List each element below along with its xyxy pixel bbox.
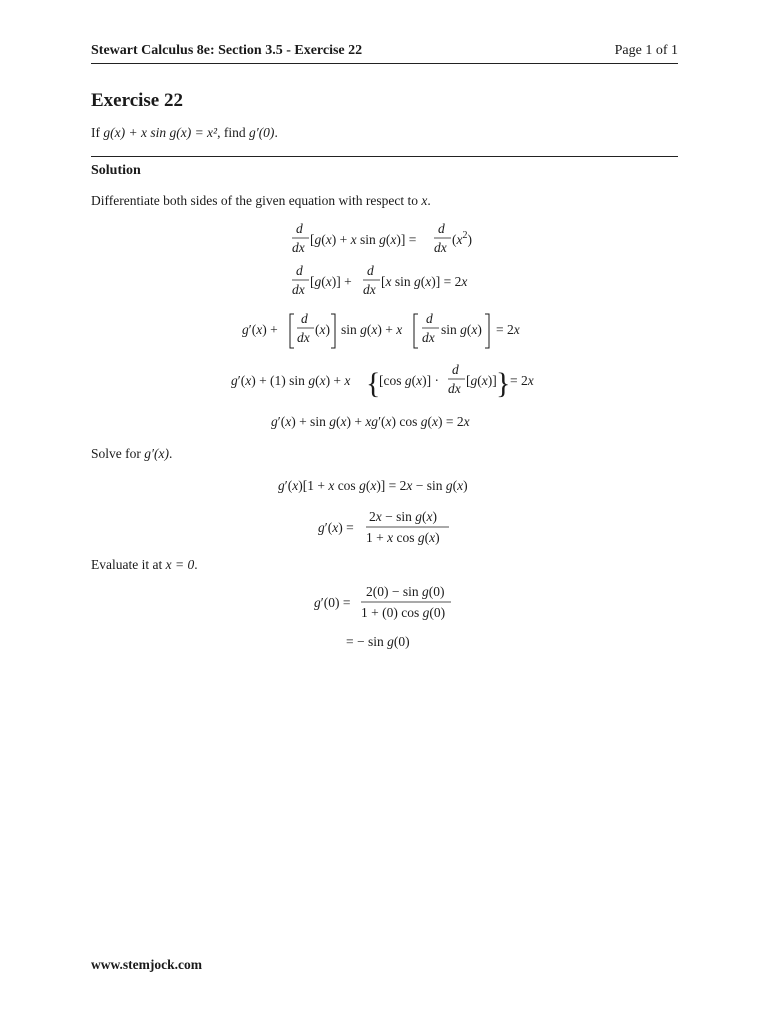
svg-text:g′(x)[1 + x cos g(x)] = 2x − s: g′(x)[1 + x cos g(x)] = 2x − sin g(x) — [278, 478, 468, 493]
solution-rule — [91, 156, 678, 157]
svg-text:dx: dx — [297, 330, 310, 345]
equation-4 — [0, 358, 768, 398]
svg-text:= 2x: = 2x — [510, 373, 534, 388]
svg-text:d: d — [452, 362, 459, 377]
svg-text:= 2x: = 2x — [496, 322, 520, 337]
svg-text:g′(x) + sin g(x) + xg′(x) cos: g′(x) + sin g(x) + xg′(x) cos g(x) = 2x — [271, 414, 470, 429]
header-rule — [91, 63, 678, 64]
svg-text:(x): (x) — [315, 322, 330, 337]
evaluate-var: x = 0 — [165, 557, 195, 572]
svg-text:dx: dx — [292, 240, 305, 255]
header-title: Stewart Calculus 8e: Section 3.5 - Exercise 22 — [91, 43, 363, 58]
svg-text:dx: dx — [448, 381, 461, 396]
svg-text:{: { — [366, 367, 381, 400]
problem-prefix: If — [91, 125, 104, 140]
svg-text:g′(x) =: g′(x) = — [318, 520, 354, 535]
equation-7 — [0, 508, 768, 548]
svg-text:d: d — [367, 263, 374, 278]
problem-suffix: . — [274, 125, 278, 140]
solution-heading: Solution — [91, 163, 141, 178]
equation-1 — [0, 222, 768, 262]
svg-text:dx: dx — [363, 282, 376, 297]
svg-text:sin g(x) + x: sin g(x) + x — [341, 322, 403, 337]
paragraph-solve — [91, 446, 172, 462]
svg-text:g′(0) =: g′(0) = — [314, 595, 351, 610]
svg-text:dx: dx — [422, 330, 435, 345]
svg-text:[x sin g(x)] = 2x: [x sin g(x)] = 2x — [381, 274, 468, 289]
svg-text:dx: dx — [292, 282, 305, 297]
problem-target: g′(0) — [248, 125, 275, 140]
svg-text:[g(x) + x sin g(x)] =: [g(x) + x sin g(x)] = — [310, 232, 417, 247]
footer-website: www.stemjock.com — [91, 957, 202, 972]
svg-text:[g(x)]: [g(x)] — [466, 373, 497, 388]
equation-9 — [0, 630, 768, 670]
svg-text:d: d — [296, 263, 303, 278]
svg-text:}: } — [496, 367, 511, 400]
svg-text:g′(x) +: g′(x) + — [242, 322, 278, 337]
equation-5 — [0, 410, 768, 450]
exercise-title: Exercise 22 — [91, 90, 183, 111]
svg-text:dx: dx — [434, 240, 447, 255]
svg-text:g′(x) + (1) sin g(x) + x: g′(x) + (1) sin g(x) + x — [231, 373, 351, 388]
differentiate-var: x — [421, 193, 428, 208]
svg-text:d: d — [301, 311, 308, 326]
problem-middle: , find — [217, 125, 249, 140]
page-number: Page 1 of 1 — [614, 43, 678, 58]
svg-text:= − sin g(0): = − sin g(0) — [346, 634, 410, 649]
differentiate-end: . — [427, 193, 431, 208]
problem-equation: g(x) + x sin g(x) = x² — [103, 125, 218, 140]
evaluate-text: Evaluate it at — [91, 557, 166, 572]
differentiate-text: Differentiate both sides of the given equation with respect to — [91, 193, 422, 208]
page-header — [91, 43, 678, 62]
svg-text:2x − sin g(x): 2x − sin g(x) — [369, 509, 437, 524]
equation-2 — [0, 264, 768, 304]
paragraph-evaluate — [91, 557, 198, 573]
svg-text:1 + x cos g(x): 1 + x cos g(x) — [366, 530, 440, 545]
solve-text: Solve for — [91, 446, 145, 461]
svg-text:(x2): $(x^2)$ — [452, 230, 472, 247]
svg-text:[g(x)] +: [g(x)] + — [310, 274, 352, 289]
svg-text:1 + (0) cos g(0): 1 + (0) cos g(0) — [361, 605, 446, 620]
evaluate-end: . — [194, 557, 198, 572]
solve-end: . — [168, 446, 173, 461]
paragraph-differentiate — [91, 193, 431, 209]
svg-text:d: d — [296, 221, 303, 236]
equation-3 — [0, 308, 768, 348]
equation-8 — [0, 584, 768, 624]
svg-text:2(0) − sin g(0): 2(0) − sin g(0) — [366, 584, 445, 599]
svg-text:d: d — [426, 311, 433, 326]
svg-text:sin g(x): sin g(x) — [441, 322, 482, 337]
problem-statement — [91, 125, 278, 141]
svg-text:d: d — [438, 221, 445, 236]
solve-var: g′(x) — [144, 446, 169, 461]
svg-text:[cos g(x)] ·: [cos g(x)] · — [379, 373, 439, 388]
